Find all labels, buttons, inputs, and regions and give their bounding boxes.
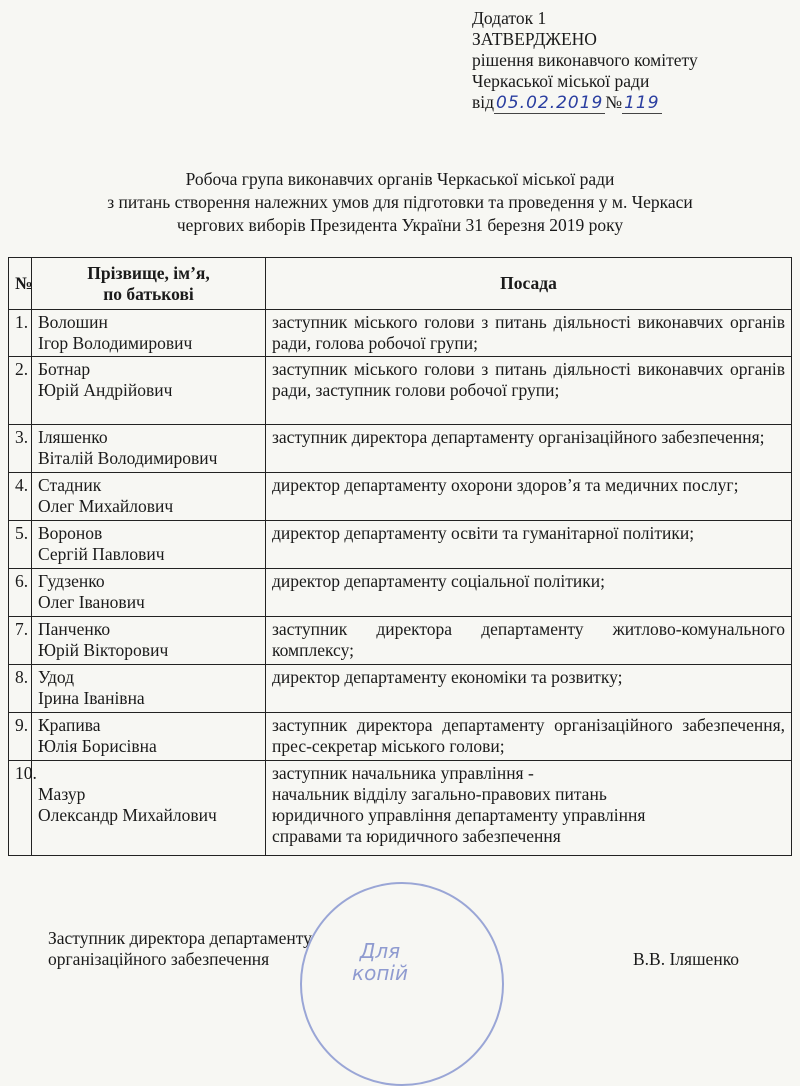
row-given-name: Юрій Андрійович [38,380,173,400]
title-line-2: з питань створення належних умов для підготовки та проведення у м. Черкаси [107,192,693,212]
row-surname: Крапива [38,715,101,735]
row-given-name: Ірина Іванівна [38,688,145,708]
row-position: директор департаменту охорони здоров’я та медичних послуг; [266,473,792,521]
row-position: директор департаменту освіти та гуманітарної політики; [266,521,792,569]
council-label: Черкаської міської ради [472,71,650,91]
row-surname: Стадник [38,475,102,495]
position-line: справами та юридичного забезпечення [272,826,561,846]
row-number: 5. [9,521,32,569]
row-number: 3. [9,425,32,473]
table-row [9,473,792,521]
row-given-name: Олег Іванович [38,592,145,612]
row-surname: Мазур [38,784,86,804]
row-given-name: Юлія Борисівна [38,736,157,756]
row-number: 8. [9,665,32,713]
row-given-name: Олег Михайлович [38,496,174,516]
position-line: начальник відділу загально-правових питань [272,784,607,804]
row-name [32,713,266,761]
working-group-table [8,257,792,856]
table-row [9,713,792,761]
row-name [32,357,266,425]
row-position: заступник міського голови з питань діяльності виконавчих органів ради, голова робочої групи; [266,310,792,357]
row-given-name: Віталій Володимирович [38,448,218,468]
title-line-1: Робоча група виконавчих органів Черкаської міської ради [185,169,615,189]
row-number: 2. [9,357,32,425]
row-name [32,665,266,713]
table-row [9,665,792,713]
row-position: директор департаменту економіки та розвитку; [266,665,792,713]
row-given-name: Сергій Павлович [38,544,165,564]
row-position: заступник директора департаменту організаційного забезпечення; [266,425,792,473]
row-surname: Удод [38,667,74,687]
row-number: 7. [9,617,32,665]
row-number: 10. [9,761,32,856]
row-given-name: Ігор Володимирович [38,333,193,353]
row-given-name: Олександр Михайлович [38,805,217,825]
row-number: 9. [9,713,32,761]
table-row [9,569,792,617]
header-position: Посада [266,258,792,310]
document-title [0,168,800,237]
approved-label: ЗАТВЕРДЖЕНО [472,29,597,49]
stamp-line-2: копій [352,961,408,985]
official-stamp [300,882,504,1086]
row-name [32,521,266,569]
decision-date: 05.02.2019 [496,93,604,113]
position-line: юридичного управління департаменту управління [272,805,646,825]
decision-number: 119 [624,93,660,113]
date-prefix: від [472,92,495,112]
row-name [32,569,266,617]
date-line [472,92,698,114]
row-position: заступник міського голови з питань діяльності виконавчих органів ради, заступник голови робочої групи; [266,357,792,425]
header-name-line-2: по батькові [103,283,194,304]
row-surname: Воронов [38,523,103,543]
header-number: № [9,258,32,310]
table-row [9,425,792,473]
table-row [9,357,792,425]
approval-block [472,8,698,114]
table-row [9,761,792,856]
header-name-line-1: Прізвище, ім’я, [87,262,210,283]
table-header-row [9,258,792,310]
number-prefix: № [605,92,623,112]
row-name [32,761,266,856]
row-position: директор департаменту соціальної політики; [266,569,792,617]
title-line-3: чергових виборів Президента України 31 березня 2019 року [176,215,624,235]
row-number: 1. [9,310,32,357]
row-position: заступник директора департаменту житлово-комунального комплексу; [266,617,792,665]
row-surname: Панченко [38,619,111,639]
annex-label: Додаток 1 [472,8,547,28]
row-number: 6. [9,569,32,617]
stamp-line-1: Для [359,939,401,963]
row-surname: Ботнар [38,359,91,379]
signer-name: В.В. Іляшенко [633,949,740,969]
row-name [32,310,266,357]
row-name [32,425,266,473]
row-name [32,617,266,665]
row-number: 4. [9,473,32,521]
table-row [9,521,792,569]
row-position: заступник директора департаменту організаційного забезпечення, прес-секретар міського голови; [266,713,792,761]
row-given-name: Юрій Вікторович [38,640,169,660]
decision-label: рішення виконавчого комітету [472,50,698,70]
header-name [32,258,266,310]
signer-role [48,928,312,970]
signer-role-line-1: Заступник директора департаменту [48,928,312,948]
signer-role-line-2: організаційного забезпечення [48,949,270,969]
row-name [32,473,266,521]
table-row [9,310,792,357]
row-surname: Іляшенко [38,427,108,447]
row-position [266,761,792,856]
stamp-text [352,940,408,984]
row-surname: Гудзенко [38,571,105,591]
position-line: заступник начальника управління - [272,763,534,783]
row-surname: Волошин [38,312,108,332]
table-row [9,617,792,665]
